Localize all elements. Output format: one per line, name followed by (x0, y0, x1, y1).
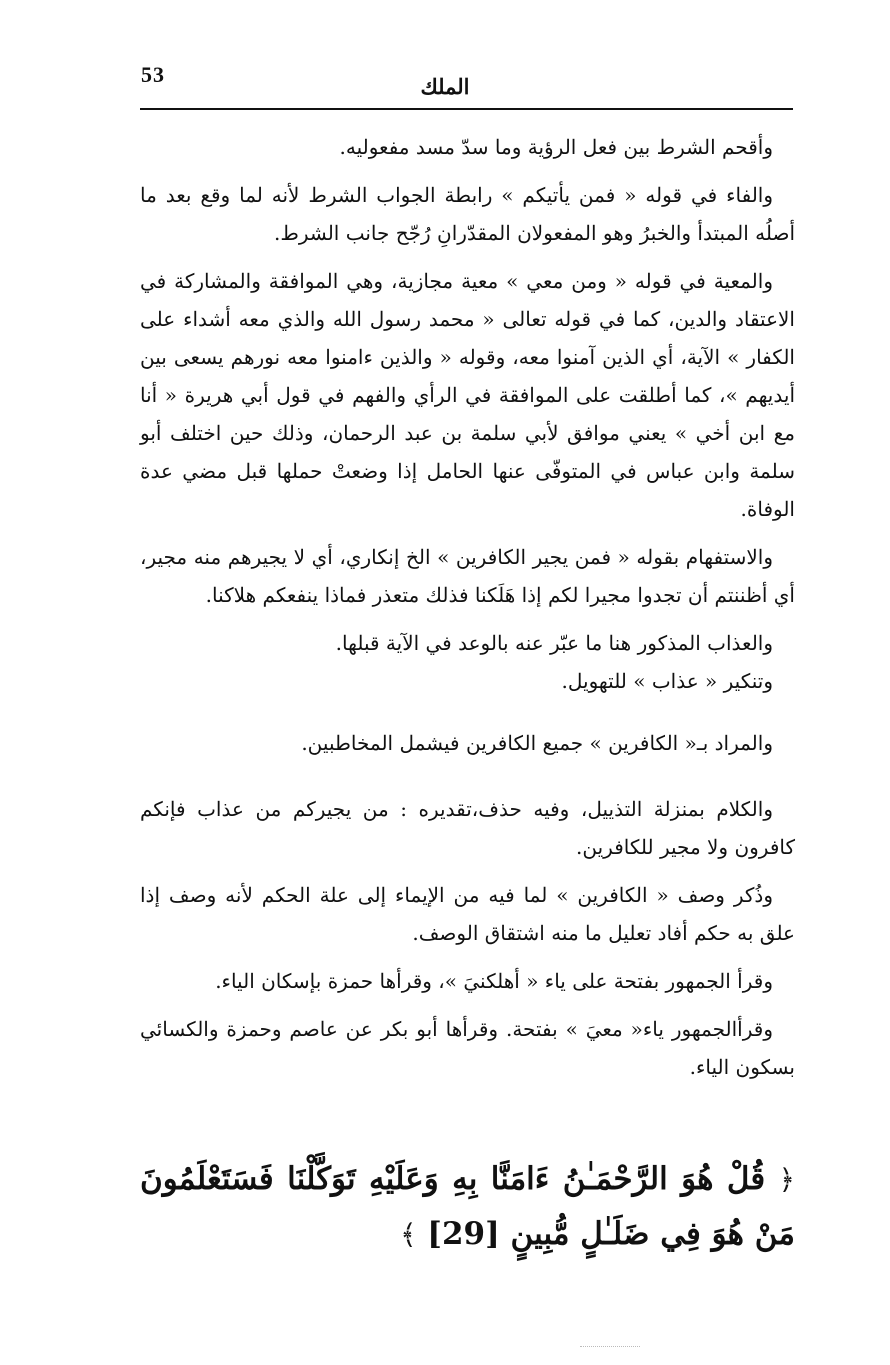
paragraph: والاستفهام بقوله « فمن يجير الكافرين » الخ إنكاري، أي لا يجيرهم منه مجير، أي أظننتم أن تجدوا مجيرا لكم إذا هَلَكنا فذلك متعذر فماذا ينفعكم هلاكنا. (140, 545, 795, 607)
running-head: الملك (420, 74, 470, 99)
paragraph: والفاء في قوله « فمن يأتيكم » رابطة الجواب الشرط لأنه لما وقع بعد ما أصلُه المبتدأ والخبرُ وهو المفعولان المقدّرانِ رُجّح جانب الشرط. (140, 183, 795, 245)
header-rule (140, 108, 793, 110)
verse-number: [29] (427, 1216, 500, 1252)
text-body (140, 128, 795, 1096)
paragraph: وقرأالجمهور ياء« معيَ » بفتحة. وقرأها أبو بكر عن عاصم وحمزة والكسائي بسكون الياء. (140, 1017, 795, 1079)
paragraph: وقرأ الجمهور بفتحة على ياء « أهلكنيَ »، وقرأها حمزة بإسكان الياء. (215, 969, 773, 993)
paragraph: وأقحم الشرط بين فعل الرؤية وما سدّ مسد مفعوليه. (339, 135, 773, 159)
scan-speck (580, 1346, 640, 1349)
paragraph: وتنكير « عذاب » للتهويل. (561, 669, 773, 693)
verse-open-bracket: ﴿ (778, 1163, 795, 1196)
paragraph: والعذاب المذكور هنا ما عبّر عنه بالوعد في الآية قبلها. (335, 631, 773, 655)
paragraph: والكلام بمنزلة التذييل، وفيه حذف،تقديره : من يجيركم من عذاب فإنكم كافرون ولا مجير للكافرين. (140, 797, 795, 859)
quran-verse (140, 1152, 795, 1262)
paragraph: والمراد بـ« الكافرين » جميع الكافرين فيشمل المخاطبين. (301, 731, 773, 755)
page-number: 53 (141, 62, 165, 87)
verse-close-bracket: ﴾ (400, 1218, 417, 1251)
paragraph: وذُكر وصف « الكافرين » لما فيه من الإيماء إلى علة الحكم لأنه وصف إذا علق به حكم أفاد تعليل ما منه اشتقاق الوصف. (140, 883, 795, 945)
paragraph: والمعية في قوله « ومن معي » معية مجازية، وهي الموافقة والمشاركة في الاعتقاد والدين، كما في قوله تعالى « محمد رسول الله والذي معه أشداء على الكفار » الآية، أي الذين آمنوا معه، وقوله « والذين ءامنوا معه نورهم يسعى بين أيديهم »، كما أطلقت على الموافقة في الرأي والفهم في قول أبي هريرة « أنا مع ابن أخي » يعني موافق لأبي سلمة بن عبد الرحمان، وذلك حين اختلف أبو سلمة وابن عباس في المتوفّى عنها الحامل إذا وضعتْ حملها قبل مضي عدة الوفاة. (140, 269, 795, 521)
verse-text: قُلْ هُوَ الرَّحْمَـٰنُ ءَامَنَّا بِهِ وَعَلَيْهِ تَوَكَّلْنَا فَسَتَعْلَمُونَ مَنْ هُوَ فِي ضَلَـٰلٍ مُّبِينٍ (140, 1161, 795, 1252)
